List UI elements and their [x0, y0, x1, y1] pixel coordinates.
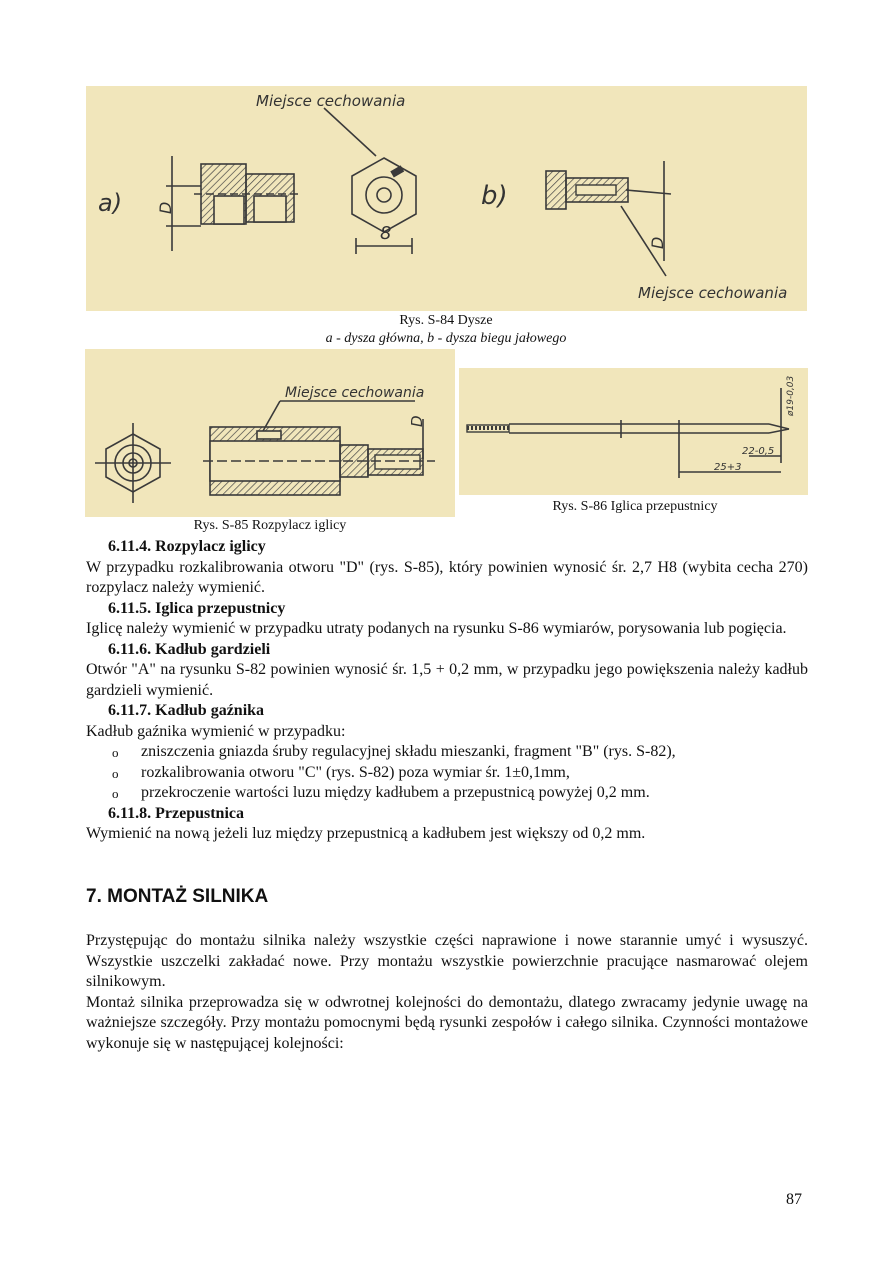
- bullet-icon: o: [112, 786, 119, 801]
- list-item: [86, 763, 808, 784]
- figure-s85-drawing: [85, 349, 455, 517]
- s84-label-a: a): [98, 189, 123, 217]
- figure-s85: [85, 349, 455, 517]
- s85-mark: Miejsce cechowania: [285, 385, 425, 401]
- figure-s86: [459, 368, 808, 495]
- heading-6-11-8: 6.11.8. Przepustnica: [108, 804, 244, 822]
- s84-subcaption: a - dysza główna, b - dysza biegu jałowego: [325, 331, 567, 346]
- chapter-para-1: Przystępując do montażu silnika należy wszystkie części naprawione i nowe starannie umyć i wysuszyć. Wszystkie uszczelki zakładać nowe. Przy montażu wszystkie powierzchnie pracujące nasmarować olejem silnikowym.: [86, 932, 808, 990]
- figure-s85-caption: [150, 517, 390, 535]
- intro-6-11-7: Kadłub gaźnika wymienić w przypadku:: [86, 722, 346, 740]
- s86-dim-25: 25+3: [714, 462, 742, 473]
- s86-caption: Rys. S-86 Iglica przepustnicy: [552, 499, 718, 514]
- chapter-para-2: Montaż silnika przeprowadza się w odwrotnej kolejności do demontażu, dlatego zwracamy jedynie uwagę na ważniejsze szczegóły. Przy montażu pomocnymi będą rysunki zespołów i całego silnika. Czynności montażowe wykonuje się w następującej kolejności:: [86, 993, 808, 1052]
- body-6-11-6: Otwór "A" na rysunku S-82 powinien wynosić śr. 1,5 + 0,2 mm, w przypadku jego powiększenia należy kadłub gardzieli wymienić.: [86, 661, 808, 699]
- heading-6-11-6: 6.11.6. Kadłub gardzieli: [108, 640, 271, 658]
- s86-dim-dia: ø19-0,03: [786, 375, 796, 416]
- s86-dim-22: 22-0,5: [742, 446, 775, 457]
- s85-dim-d: D: [408, 415, 426, 427]
- heading-6-11-7: 6.11.7. Kadłub gaźnika: [108, 702, 265, 719]
- figure-s84-caption: [226, 312, 666, 348]
- list-6-11-7: [86, 742, 808, 804]
- page-number: 87: [786, 1191, 802, 1208]
- s84-label-b: b): [481, 181, 508, 211]
- list-item-text: rozkalibrowania otworu "C" (rys. S-82) poza wymiar śr. 1±0,1mm,: [141, 763, 570, 781]
- s84-caption: Rys. S-84 Dysze: [399, 313, 493, 328]
- s85-caption: Rys. S-85 Rozpylacz iglicy: [193, 518, 347, 533]
- s84-dim-d-b: D: [648, 236, 667, 249]
- body-6-11-5: Iglicę należy wymienić w przypadku utraty podanych na rysunku S-86 wymiarów, porysowania lub pogięcia.: [86, 620, 787, 637]
- body-6-11-4: W przypadku rozkalibrowania otworu "D" (rys. S-85), który powinien wynosić śr. 2,7 H8 (wybita cecha 270) rozpylacz należy wymienić.: [86, 558, 808, 596]
- heading-6-11-4: 6.11.4. Rozpylacz iglicy: [108, 538, 266, 555]
- sections-6-11: [86, 537, 808, 845]
- body-6-11-8: Wymienić na nową jeżeli luz między przepustnicą a kadłubem jest większy od 0,2 mm.: [86, 825, 646, 842]
- bullet-icon: o: [112, 765, 119, 781]
- s84-dim-d-a: D: [156, 201, 175, 214]
- list-item-text: zniszczenia gniazda śruby regulacyjnej składu mieszanki, fragment "B" (rys. S-82),: [141, 743, 676, 760]
- figure-s84: [86, 86, 807, 311]
- s84-dim-8: 8: [380, 223, 392, 244]
- heading-6-11-5: 6.11.5. Iglica przepustnicy: [108, 599, 286, 617]
- list-item: [86, 742, 808, 763]
- s84-mark-top: Miejsce cechowania: [256, 92, 406, 110]
- figure-s86-drawing: [459, 368, 808, 495]
- chapter-body: [86, 931, 808, 1054]
- figure-s84-drawing: [86, 86, 807, 311]
- list-item: [86, 783, 808, 804]
- figure-s86-caption: [520, 498, 750, 516]
- list-item-text: przekroczenie wartości luzu między kadłubem a przepustnicą powyżej 0,2 mm.: [141, 784, 650, 801]
- bullet-icon: o: [112, 745, 119, 760]
- s84-mark-bottom: Miejsce cechowania: [638, 284, 788, 302]
- chapter-title: 7. MONTAŻ SILNIKA: [86, 886, 269, 907]
